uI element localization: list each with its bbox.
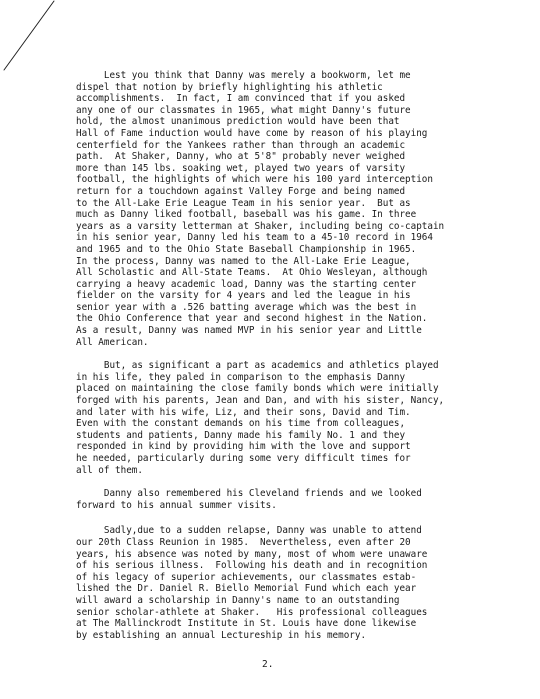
text-line: accomplishments. In fact, I am convinced that if you asked [76,93,406,105]
text-line: any one of our classmates in 1965, what might Danny's future [76,104,411,116]
text-line: at The Mallinckrodt Institute in St. Louis have done likewise [76,618,417,630]
text-line: Even with the constant demands on his time from colleagues, [76,418,406,430]
text-line: in his senior year, Danny led his team to a 45-10 record in 1964 [76,232,433,244]
text-line: All American. [76,336,149,348]
paragraph-spacer [76,511,531,525]
text-line: students and patients, Danny made his family No. 1 and they [76,429,406,441]
pen-margin-mark [0,0,60,80]
text-line: to the All-Lake Erie League Team in his senior year. But as [76,197,411,209]
text-line: of his legacy of superior achievements, our classmates estab- [76,571,417,583]
text-line: centerfield for the Yankees rather than through an academic [76,139,406,151]
text-line: fielder on the varsity for 4 years and led the league in his [76,290,411,302]
text-line: the Ohio Conference that year and second highest in the Nation. [76,313,428,325]
document-body [76,70,531,641]
text-line: football, the highlights of which were his 100 yard interception [76,174,433,186]
text-line: more than 145 lbs. soaking wet, played two years of varsity [76,162,406,174]
text-line: path. At Shaker, Danny, who at 5'8" probably never weighed [76,151,406,163]
paragraph-spacer [76,348,531,360]
text-line: lished the Dr. Daniel R. Biello Memorial Fund which each year [76,583,417,595]
text-line: all of them. [76,464,143,476]
text-line: years as a varsity letterman at Shaker, including being co-captain [76,220,445,232]
text-line: But, as significant a part as academics and athletics played [76,360,439,372]
text-line: carrying a heavy academic load, Danny was the starting center [76,278,417,290]
text-line: he needed, particularly during some very difficult times for [76,453,411,464]
text-line: In the process, Danny was named to the All-Lake Erie League, [76,255,411,267]
text-line: placed on maintaining the close family bonds which were initially [76,383,439,395]
text-line: and later with his wife, Liz, and their sons, David and Tim. [76,406,411,418]
text-line: responded in kind by providing him with the love and support [76,441,411,453]
text-line: Sadly,due to a sudden relapse, Danny was unable to attend [76,525,422,537]
text-line: return for a touchdown against Valley Forge and being named [76,185,406,197]
text-line: senior year with a .526 batting average which was the best in [76,301,417,313]
text-line: Lest you think that Danny was merely a bookworm, let me [76,70,411,81]
paragraph-cleveland-friends [76,488,531,511]
paragraph-spacer [76,476,531,488]
paragraph-athletics [76,70,531,348]
text-line: All Scholastic and All-State Teams. At Ohio Wesleyan, although [76,267,428,279]
text-line: hold, the almost unanimous prediction would have been that [76,116,400,128]
text-line: and 1965 and to the Ohio State Baseball Championship in 1965. [76,243,417,255]
text-line: Danny also remembered his Cleveland friends and we looked [76,488,422,500]
paragraph-memorial [76,525,531,641]
text-line: will award a scholarship in Danny's name to an outstanding [76,594,400,606]
text-line: forward to his annual summer visits. [76,499,277,511]
page-number: 2. [262,659,274,670]
text-line: dispel that notion by briefly highlighting his athletic [76,81,383,93]
text-line: years, his absence was noted by many, most of whom were unaware [76,548,428,560]
text-line: our 20th Class Reunion in 1985. Nevertheless, even after 20 [76,536,411,548]
text-line: senior scholar-athlete at Shaker. His professional colleagues [76,606,428,618]
text-line: in his life, they paled in comparison to the emphasis Danny [76,371,406,383]
text-line: much as Danny liked football, baseball was his game. In three [76,209,417,221]
text-line: Hall of Fame induction would have come by reason of his playing [76,127,428,139]
text-line: forged with his parents, Jean and Dan, and with his sister, Nancy, [76,395,445,407]
text-line: As a result, Danny was named MVP in his senior year and Little [76,325,422,337]
text-line: of his serious illness. Following his death and in recognition [76,560,428,572]
text-line: by establishing an annual Lectureship in his memory. [76,629,367,641]
paragraph-family [76,360,531,476]
